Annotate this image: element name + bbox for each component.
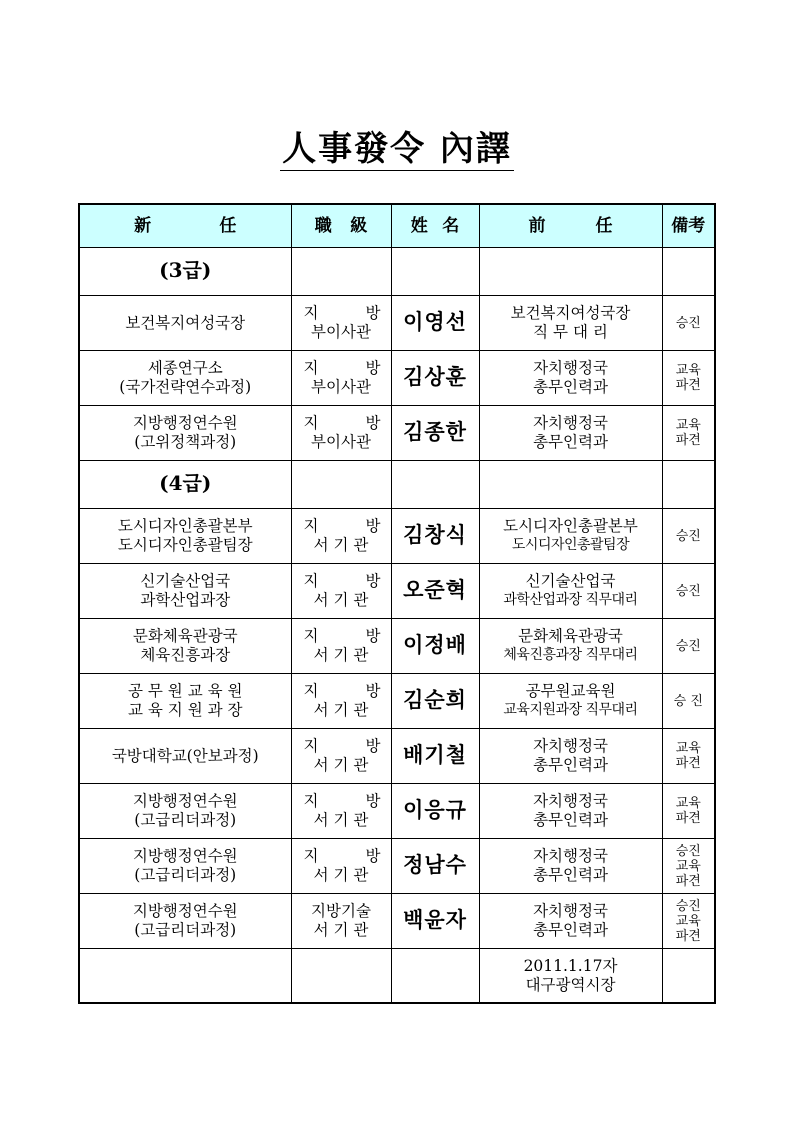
rank-cell	[291, 839, 391, 894]
prev-post-cell	[479, 839, 662, 894]
name-cell	[391, 784, 479, 839]
new-post-line2: (고급리더과정)	[134, 921, 237, 939]
table-row	[79, 351, 715, 406]
note-line1: 교육	[675, 418, 701, 433]
prev-post-line2: 총무인력과	[533, 433, 608, 451]
rank-line1-a: 지	[303, 792, 319, 810]
new-post-line1: 세종연구소	[147, 359, 223, 377]
note-line2: 교육	[675, 858, 701, 874]
prev-post-line1: 공무원교육원	[525, 682, 616, 700]
rank-line1-inner	[292, 902, 391, 921]
new-post-cell	[79, 784, 291, 839]
prev-post-line1: 자치행정국	[533, 359, 608, 377]
new-post-line1: 지방행정연수원	[132, 847, 238, 865]
rank-cell	[291, 729, 391, 784]
issue-cell	[479, 949, 662, 1004]
rank-line2: 서 기 관	[313, 756, 369, 774]
new-post-line1: 국방대학교(안보과정)	[111, 746, 259, 765]
header-rank	[291, 204, 391, 248]
rank-line1-inner	[292, 304, 391, 323]
empty-cell	[479, 461, 662, 509]
table-header-row	[79, 204, 715, 248]
person-name: 이영선	[403, 309, 467, 334]
empty-cell	[662, 461, 715, 509]
rank-line2: 부이사관	[311, 323, 371, 341]
section-row	[79, 461, 715, 509]
note-cell	[662, 619, 715, 674]
rank-line2: 서 기 관	[313, 811, 369, 829]
empty-cell	[291, 949, 391, 1004]
new-post-line1: 문화체육관광국	[132, 627, 238, 645]
prev-post-line2: 도시디자인총괄팀장	[511, 537, 630, 553]
rank-line1-inner	[292, 627, 391, 646]
new-post-cell	[79, 509, 291, 564]
note-line1: 승진	[675, 843, 701, 859]
footer-row	[79, 949, 715, 1004]
new-post-line1: 지방행정연수원	[132, 792, 238, 810]
rank-line2: 서 기 관	[313, 866, 369, 884]
section-grade-cell	[79, 248, 291, 296]
prev-post-line1: 자치행정국	[533, 847, 608, 865]
note-line1: 승진	[675, 638, 701, 654]
rank-line2: 부이사관	[311, 433, 371, 451]
note-line2: 파견	[675, 378, 701, 393]
person-name: 오준혁	[403, 577, 467, 602]
person-name: 김창식	[403, 522, 467, 547]
rank-line1-a: 지	[303, 847, 319, 865]
new-post-cell	[79, 894, 291, 949]
rank-line1-a: 지방기술	[311, 902, 371, 920]
prev-post-line2: 총무인력과	[533, 811, 608, 829]
section-grade-cell	[79, 461, 291, 509]
empty-cell	[291, 461, 391, 509]
rank-line1-a: 지	[303, 517, 319, 535]
rank-line1-a: 지	[303, 572, 319, 590]
new-post-line2: 과학산업과장	[140, 591, 231, 609]
prev-post-cell	[479, 784, 662, 839]
header-prev-post	[479, 204, 662, 248]
new-post-cell	[79, 674, 291, 729]
section-grade-label: (3급)	[159, 258, 212, 282]
note-line1: 승진	[675, 898, 701, 914]
name-cell	[391, 509, 479, 564]
issue-date: 2011.1.17자	[523, 956, 618, 975]
prev-post-line1: 문화체육관광국	[518, 627, 623, 645]
document-title-text: 人事發令 內譯	[282, 129, 512, 169]
note-line1: 교육	[675, 796, 701, 811]
name-cell	[391, 406, 479, 461]
new-post-line1: 공 무 원 교 육 원	[128, 682, 243, 700]
table-row	[79, 674, 715, 729]
new-post-line2: 교 육 지 원 과 장	[128, 701, 243, 719]
prev-post-line2: 직 무 대 리	[533, 323, 608, 341]
table-row	[79, 839, 715, 894]
rank-cell	[291, 406, 391, 461]
person-name: 정남수	[403, 852, 467, 877]
new-post-line1: 신기술산업국	[140, 572, 231, 590]
note-line2: 파견	[675, 811, 701, 826]
rank-cell	[291, 509, 391, 564]
rank-line1	[292, 627, 391, 646]
note-line3: 파견	[675, 928, 701, 944]
rank-line1	[292, 682, 391, 701]
person-name: 김순희	[403, 687, 467, 712]
new-post-cell	[79, 839, 291, 894]
note-line1: 승진	[675, 315, 701, 331]
rank-line1	[292, 517, 391, 536]
note-cell	[662, 729, 715, 784]
new-post-line1: 도시디자인총괄본부	[117, 517, 253, 535]
name-cell	[391, 839, 479, 894]
prev-post-line1: 자치행정국	[533, 414, 608, 432]
note-line3: 파견	[675, 873, 701, 889]
rank-cell	[291, 674, 391, 729]
header-rank-char1: 職	[314, 215, 332, 236]
rank-line1	[292, 847, 391, 866]
header-new-post-char2: 任	[219, 215, 237, 236]
header-rank-char2: 級	[350, 215, 368, 236]
rank-line1	[292, 359, 391, 378]
prev-post-line2: 총무인력과	[533, 756, 608, 774]
rank-line1-inner	[292, 414, 391, 433]
note-cell	[662, 784, 715, 839]
prev-post-cell	[479, 351, 662, 406]
rank-line1-b: 방	[365, 627, 381, 645]
prev-post-cell	[479, 674, 662, 729]
rank-line1-b: 방	[365, 414, 381, 432]
rank-line1	[292, 902, 391, 921]
person-name: 이응규	[403, 797, 467, 822]
rank-line1-b: 방	[365, 304, 381, 322]
rank-line1-inner	[292, 682, 391, 701]
prev-post-line2: 총무인력과	[533, 921, 608, 939]
new-post-cell	[79, 351, 291, 406]
prev-post-line1: 자치행정국	[533, 792, 608, 810]
name-cell	[391, 619, 479, 674]
rank-line1	[292, 572, 391, 591]
note-cell	[662, 674, 715, 729]
rank-line1-a: 지	[303, 627, 319, 645]
name-cell	[391, 894, 479, 949]
new-post-line1: 지방행정연수원	[132, 902, 238, 920]
name-cell	[391, 729, 479, 784]
rank-line1-inner	[292, 517, 391, 536]
prev-post-cell	[479, 619, 662, 674]
note-line2: 파견	[675, 433, 701, 448]
rank-line1-b: 방	[365, 359, 381, 377]
table-row	[79, 894, 715, 949]
rank-line2: 부이사관	[311, 378, 371, 396]
new-post-line2: 체육진흥과장	[140, 646, 231, 664]
table-row	[79, 406, 715, 461]
note-cell	[662, 894, 715, 949]
name-cell	[391, 351, 479, 406]
header-prev-post-char1: 前	[528, 215, 546, 236]
new-post-cell	[79, 296, 291, 351]
empty-cell	[79, 949, 291, 1004]
prev-post-line2: 총무인력과	[533, 866, 608, 884]
rank-line1-inner	[292, 737, 391, 756]
new-post-cell	[79, 729, 291, 784]
rank-line1	[292, 792, 391, 811]
rank-cell	[291, 564, 391, 619]
table-row	[79, 784, 715, 839]
note-line1: 교육	[675, 741, 701, 756]
empty-cell	[291, 248, 391, 296]
rank-line1	[292, 737, 391, 756]
rank-line1-inner	[292, 792, 391, 811]
rank-cell	[291, 296, 391, 351]
rank-line1	[292, 414, 391, 433]
prev-post-line1: 자치행정국	[533, 737, 608, 755]
note-line1: 승진	[675, 528, 701, 544]
rank-line1-a: 지	[303, 737, 319, 755]
note-line1: 교육	[675, 363, 701, 378]
header-name	[391, 204, 479, 248]
section-grade-label: (4급)	[159, 471, 212, 495]
person-name: 배기철	[403, 742, 467, 767]
rank-cell	[291, 619, 391, 674]
note-line2: 교육	[675, 913, 701, 929]
prev-post-line1: 신기술산업국	[525, 572, 616, 590]
empty-cell	[391, 949, 479, 1004]
header-new-post	[79, 204, 291, 248]
rank-line2: 서 기 관	[313, 591, 369, 609]
rank-line1-b: 방	[365, 517, 381, 535]
rank-line1-inner	[292, 359, 391, 378]
empty-cell	[391, 248, 479, 296]
header-new-post-char1: 新	[134, 215, 152, 236]
table-row	[79, 296, 715, 351]
personnel-table	[78, 203, 716, 1004]
header-name-char2: 名	[442, 215, 460, 236]
note-cell	[662, 351, 715, 406]
note-cell	[662, 509, 715, 564]
name-cell	[391, 296, 479, 351]
rank-line1-b: 방	[365, 682, 381, 700]
new-post-line2: 도시디자인총괄팀장	[117, 536, 253, 554]
rank-line1-b: 방	[365, 792, 381, 810]
issuer-name: 대구광역시장	[525, 975, 616, 994]
person-name: 김종한	[403, 419, 467, 444]
name-cell	[391, 564, 479, 619]
prev-post-line2: 과학산업과장 직무대리	[503, 592, 638, 608]
new-post-cell	[79, 406, 291, 461]
prev-post-line1: 도시디자인총괄본부	[503, 517, 638, 535]
rank-line2: 서 기 관	[313, 921, 369, 939]
note-line1: 승 진	[673, 693, 703, 709]
header-prev-post-char2: 任	[595, 215, 613, 236]
prev-post-line2: 체육진흥과장 직무대리	[503, 647, 638, 663]
prev-post-cell	[479, 894, 662, 949]
rank-cell	[291, 784, 391, 839]
header-name-char1: 姓	[410, 215, 428, 236]
note-cell	[662, 296, 715, 351]
person-name: 이정배	[403, 632, 467, 657]
empty-cell	[479, 248, 662, 296]
new-post-line2: (고위정책과정)	[134, 433, 237, 451]
empty-cell	[662, 949, 715, 1004]
table-row	[79, 729, 715, 784]
rank-line1-inner	[292, 572, 391, 591]
header-note: 備考	[662, 204, 715, 248]
prev-post-cell	[479, 509, 662, 564]
rank-line1-b: 방	[365, 847, 381, 865]
document-title	[0, 130, 794, 174]
rank-line1-a: 지	[303, 682, 319, 700]
rank-line2: 서 기 관	[313, 701, 369, 719]
rank-cell	[291, 351, 391, 406]
prev-post-line1: 자치행정국	[533, 902, 608, 920]
name-cell	[391, 674, 479, 729]
note-cell	[662, 406, 715, 461]
note-cell	[662, 839, 715, 894]
prev-post-cell	[479, 729, 662, 784]
note-cell	[662, 564, 715, 619]
rank-line1-a: 지	[303, 359, 319, 377]
table-row	[79, 509, 715, 564]
new-post-line2: (국가전략연수과정)	[119, 378, 252, 396]
rank-line1-a: 지	[303, 304, 319, 322]
prev-post-line2: 교육지원과장 직무대리	[503, 702, 638, 718]
table-row	[79, 564, 715, 619]
new-post-line2: (고급리더과정)	[134, 866, 237, 884]
rank-line1	[292, 304, 391, 323]
prev-post-cell	[479, 564, 662, 619]
table-row	[79, 619, 715, 674]
prev-post-cell	[479, 296, 662, 351]
new-post-cell	[79, 619, 291, 674]
note-line2: 파견	[675, 756, 701, 771]
note-line1: 승진	[675, 583, 701, 599]
rank-line1-b: 방	[365, 572, 381, 590]
new-post-line2: (고급리더과정)	[134, 811, 237, 829]
prev-post-cell	[479, 406, 662, 461]
person-name: 김상훈	[403, 364, 467, 389]
rank-line1-a: 지	[303, 414, 319, 432]
rank-line1-b: 방	[365, 737, 381, 755]
rank-line2: 서 기 관	[313, 536, 369, 554]
new-post-cell	[79, 564, 291, 619]
rank-cell	[291, 894, 391, 949]
empty-cell	[391, 461, 479, 509]
rank-line1-inner	[292, 847, 391, 866]
new-post-line1: 보건복지여성국장	[125, 313, 246, 332]
section-row	[79, 248, 715, 296]
empty-cell	[662, 248, 715, 296]
new-post-line1: 지방행정연수원	[132, 414, 238, 432]
prev-post-line1: 보건복지여성국장	[510, 304, 631, 322]
prev-post-line2: 총무인력과	[533, 378, 608, 396]
person-name: 백윤자	[403, 907, 467, 932]
rank-line2: 서 기 관	[313, 646, 369, 664]
